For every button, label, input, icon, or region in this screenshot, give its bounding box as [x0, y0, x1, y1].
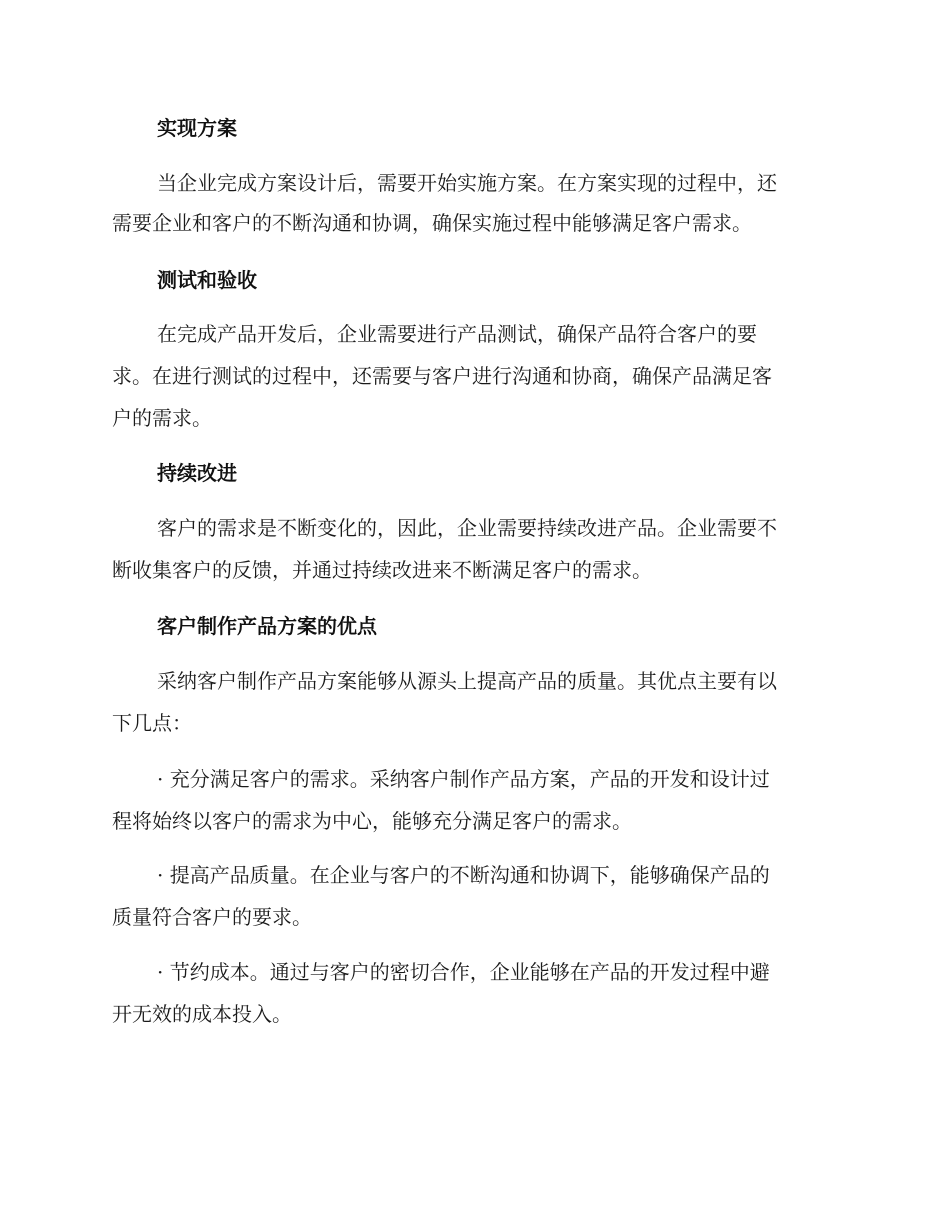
paragraph-line: 下几点： [112, 711, 192, 735]
paragraph-line: 在完成产品开发后，企业需要进行产品测试，确保产品符合客户的要 [157, 322, 757, 346]
section-heading: 测试和验收 [157, 268, 257, 292]
paragraph-line: 求。在进行测试的过程中，还需要与客户进行沟通和协商，确保产品满足客 [112, 364, 772, 388]
bullet-line: 开无效的成本投入。 [112, 1002, 292, 1026]
section-heading: 实现方案 [157, 116, 237, 140]
paragraph-line: 需要企业和客户的不断沟通和协调，确保实施过程中能够满足客户需求。 [112, 211, 752, 235]
paragraph-line: 断收集客户的反馈，并通过持续改进来不断满足客户的需求。 [112, 558, 652, 582]
paragraph-line: 当企业完成方案设计后，需要开始实施方案。在方案实现的过程中，还 [157, 171, 777, 195]
paragraph-line: 采纳客户制作产品方案能够从源头上提高产品的质量。其优点主要有以 [157, 669, 777, 693]
bullet-line: · 提高产品质量。在企业与客户的不断沟通和协调下，能够确保产品的 [157, 863, 770, 887]
bullet-line: · 节约成本。通过与客户的密切合作，企业能够在产品的开发过程中避 [157, 960, 770, 984]
bullet-line: · 充分满足客户的需求。采纳客户制作产品方案，产品的开发和设计过 [157, 767, 770, 791]
bullet-line: 质量符合客户的要求。 [112, 905, 312, 929]
paragraph-line: 户的需求。 [112, 406, 212, 430]
section-heading: 持续改进 [157, 461, 237, 485]
bullet-line: 程将始终以客户的需求为中心，能够充分满足客户的需求。 [112, 809, 632, 833]
section-heading: 客户制作产品方案的优点 [157, 614, 377, 638]
paragraph-line: 客户的需求是不断变化的，因此，企业需要持续改进产品。企业需要不 [157, 516, 777, 540]
